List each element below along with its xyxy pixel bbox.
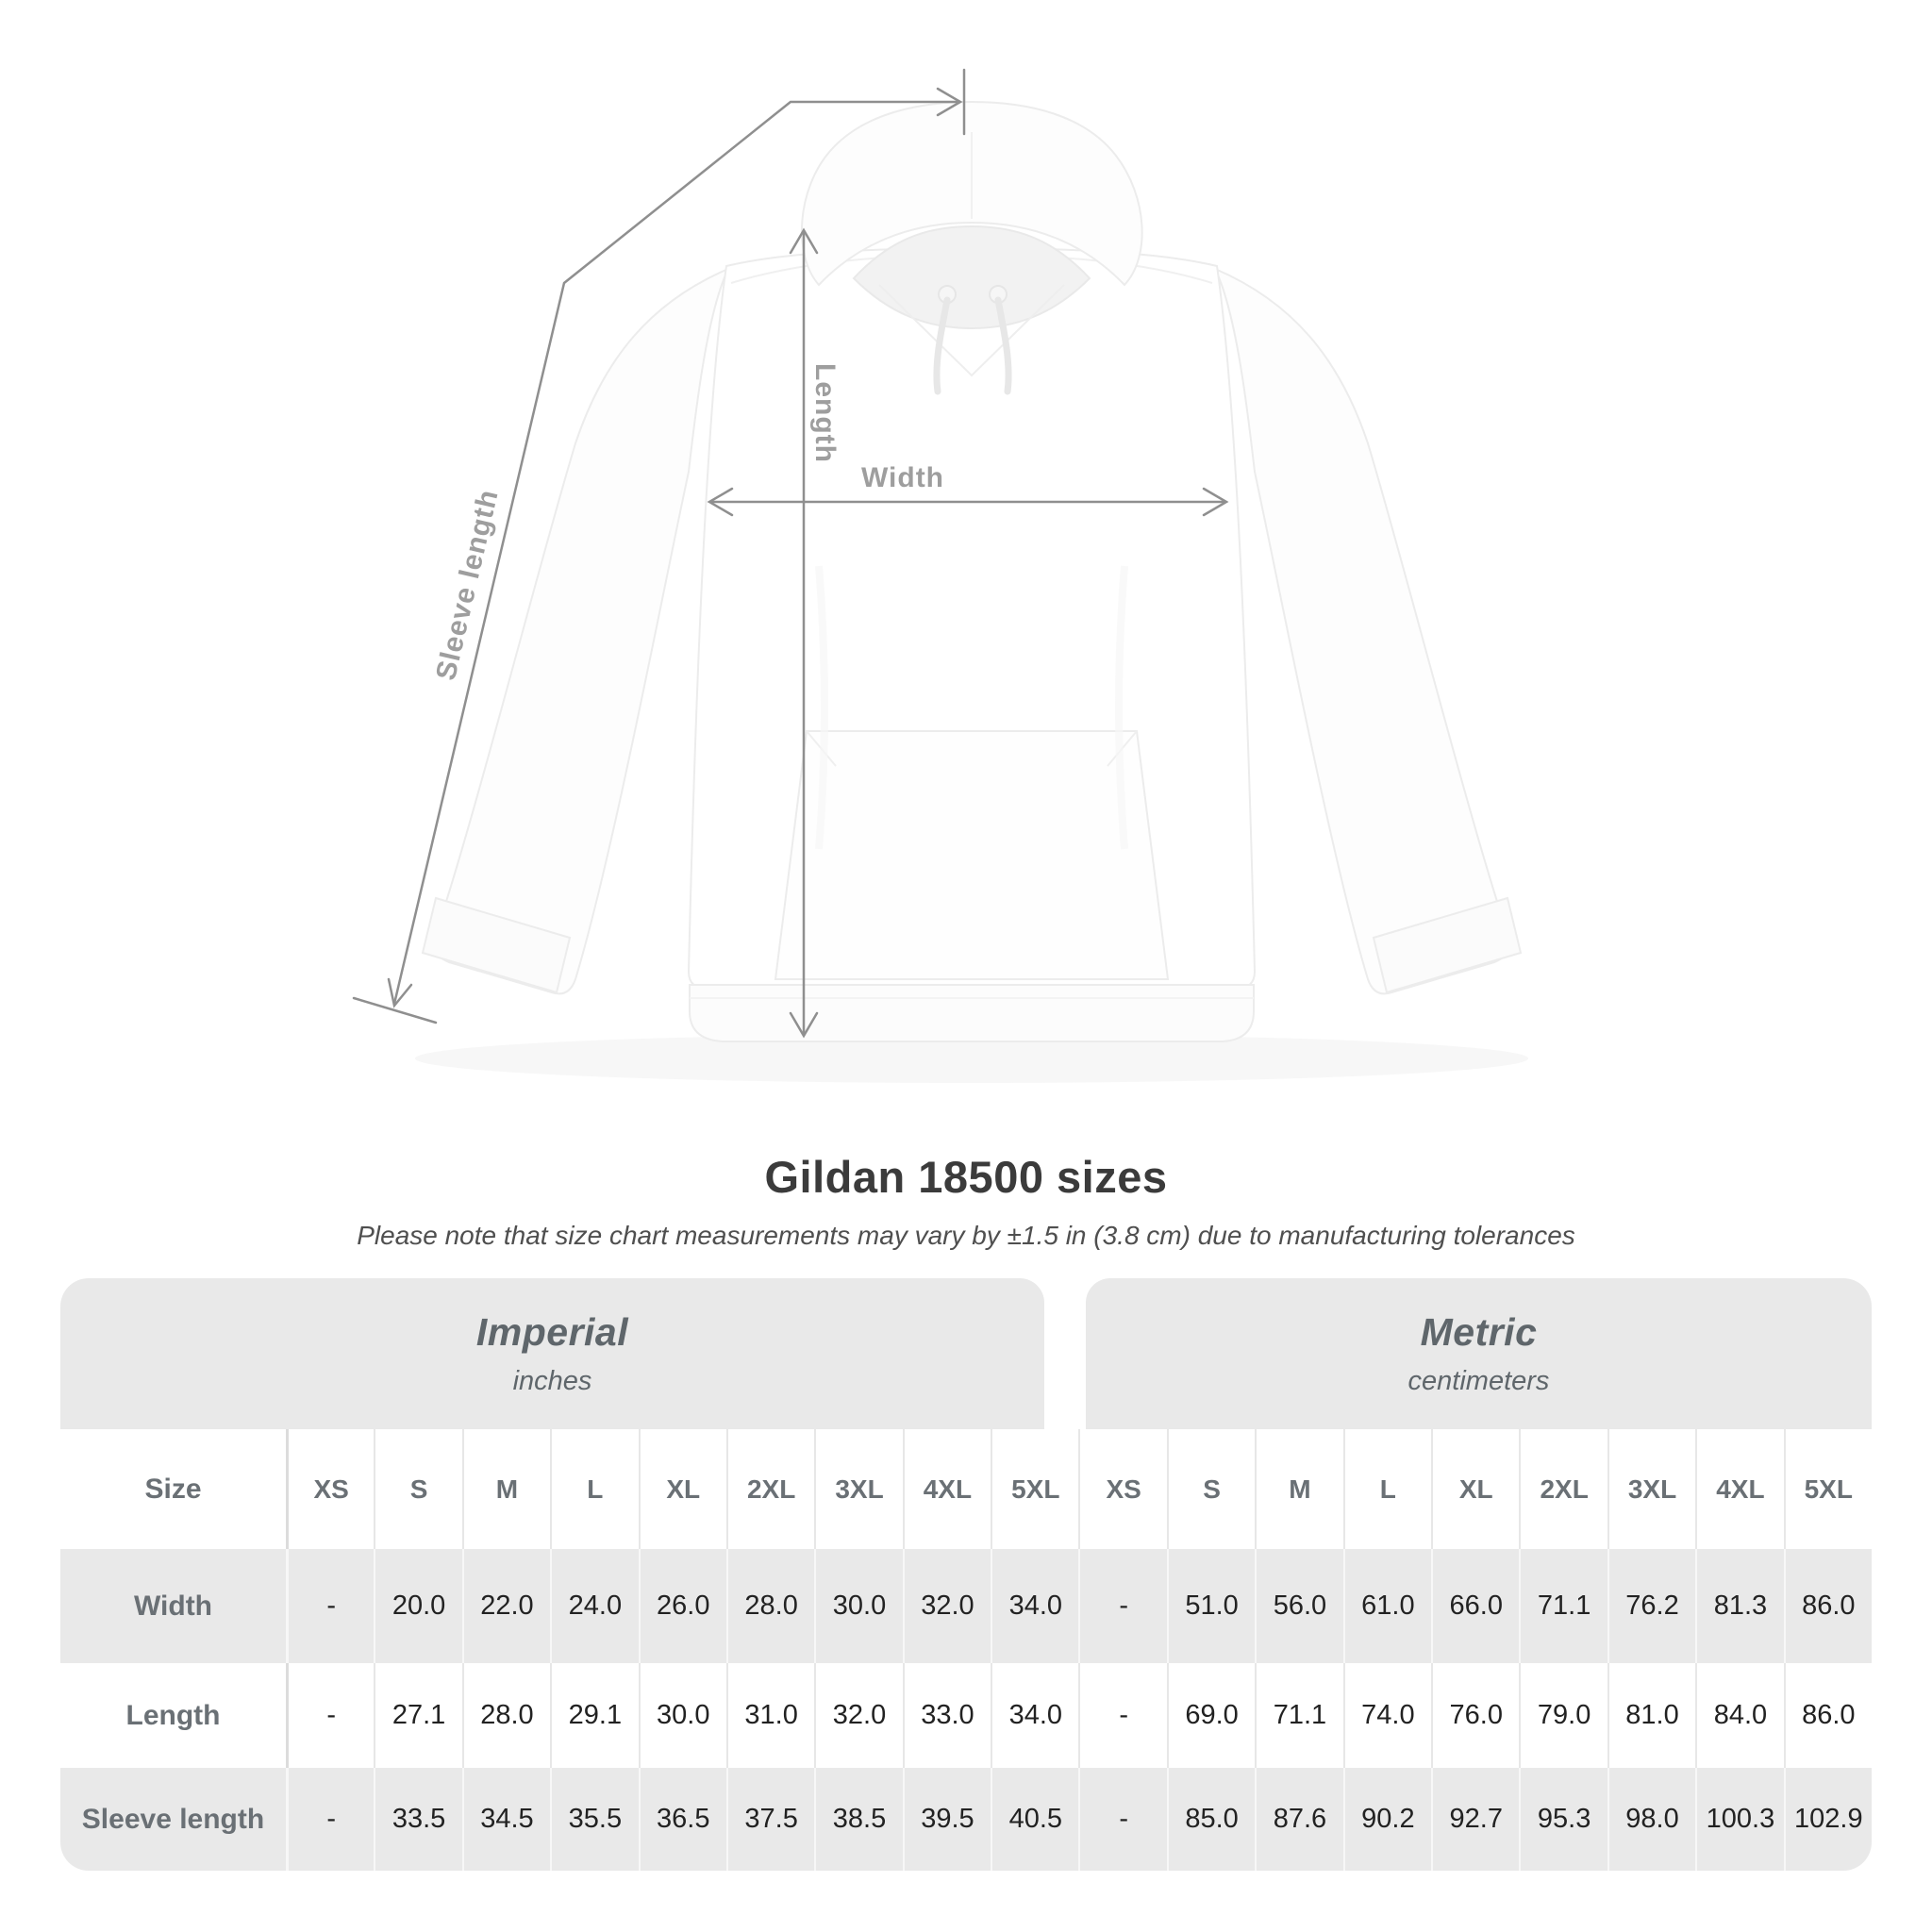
imperial-value: 33.5 [374, 1768, 461, 1871]
imperial-value: 27.1 [374, 1663, 461, 1768]
imperial-value: 32.0 [814, 1663, 902, 1768]
row-label: Sleeve length [81, 1803, 265, 1835]
size-header-metric-m: M [1255, 1429, 1342, 1549]
metric-title: Metric [1420, 1310, 1538, 1354]
size-header-imperial-2xl: 2XL [726, 1429, 814, 1549]
size-header-metric-xl: XL [1431, 1429, 1519, 1549]
metric-value: 90.2 [1343, 1768, 1431, 1871]
metric-value: 69.0 [1167, 1663, 1255, 1768]
imperial-value: 33.0 [903, 1663, 991, 1768]
size-column-label: Size [144, 1473, 202, 1505]
metric-value: 81.3 [1695, 1549, 1783, 1663]
imperial-value: 35.5 [550, 1768, 638, 1871]
metric-header [1086, 1278, 1872, 1429]
metric-value: 85.0 [1167, 1768, 1255, 1871]
width-measure-label: Width [860, 462, 945, 493]
metric-value: 79.0 [1519, 1663, 1607, 1768]
size-header-metric-3xl: 3XL [1607, 1429, 1695, 1549]
metric-value: 86.0 [1784, 1549, 1872, 1663]
size-header-imperial-5xl: 5XL [991, 1429, 1078, 1549]
metric-value: - [1078, 1768, 1166, 1871]
metric-value: 100.3 [1695, 1768, 1783, 1871]
row-label: Width [133, 1590, 213, 1622]
metric-value: 51.0 [1167, 1549, 1255, 1663]
imperial-value: 20.0 [374, 1549, 461, 1663]
metric-value: 98.0 [1607, 1768, 1695, 1871]
imperial-value: 31.0 [726, 1663, 814, 1768]
imperial-value: 26.0 [639, 1549, 726, 1663]
imperial-value: 34.5 [462, 1768, 550, 1871]
metric-value: 92.7 [1431, 1768, 1519, 1871]
size-header-metric-2xl: 2XL [1519, 1429, 1607, 1549]
metric-value: - [1078, 1549, 1166, 1663]
metric-value: 74.0 [1343, 1663, 1431, 1768]
imperial-value: - [286, 1768, 374, 1871]
size-header-metric-l: L [1343, 1429, 1431, 1549]
row-label: Length [125, 1699, 221, 1731]
metric-unit: centimeters [1407, 1366, 1550, 1396]
metric-value: 76.2 [1607, 1549, 1695, 1663]
size-table [60, 1278, 1872, 1871]
size-header-metric-4xl: 4XL [1695, 1429, 1783, 1549]
metric-value: 76.0 [1431, 1663, 1519, 1768]
imperial-value: 30.0 [814, 1549, 902, 1663]
length-measure-label: Length [809, 363, 841, 463]
metric-value: 87.6 [1255, 1768, 1342, 1871]
kangaroo-pocket [775, 731, 1168, 979]
imperial-value: 28.0 [726, 1549, 814, 1663]
hem-band [690, 985, 1254, 1041]
imperial-value: 22.0 [462, 1549, 550, 1663]
size-header-imperial-l: L [550, 1429, 638, 1549]
metric-value: 66.0 [1431, 1549, 1519, 1663]
metric-value: 56.0 [1255, 1549, 1342, 1663]
page-title: Gildan 18500 sizes [764, 1152, 1168, 1202]
sleeve-length-measure-label: Sleeve length [430, 486, 505, 684]
metric-value: 71.1 [1519, 1549, 1607, 1663]
size-header-metric-xs: XS [1078, 1429, 1166, 1549]
metric-value: - [1078, 1663, 1166, 1768]
unit-header-band [60, 1278, 1872, 1429]
size-header-imperial-xl: XL [639, 1429, 726, 1549]
imperial-value: 24.0 [550, 1549, 638, 1663]
imperial-value: - [286, 1663, 374, 1768]
metric-value: 84.0 [1695, 1663, 1783, 1768]
size-header-metric-s: S [1167, 1429, 1255, 1549]
metric-value: 86.0 [1784, 1663, 1872, 1768]
measurement-grid [60, 1429, 1872, 1871]
imperial-value: 34.0 [991, 1549, 1078, 1663]
imperial-value: 38.5 [814, 1768, 902, 1871]
metric-value: 102.9 [1784, 1768, 1872, 1871]
imperial-value: 40.5 [991, 1768, 1078, 1871]
imperial-title: Imperial [475, 1310, 629, 1354]
size-header-imperial-xs: XS [286, 1429, 374, 1549]
unit-header-divider [1044, 1278, 1086, 1429]
imperial-unit: inches [512, 1366, 592, 1396]
imperial-value: 34.0 [991, 1663, 1078, 1768]
imperial-value: - [286, 1549, 374, 1663]
measurement-row-length [60, 1663, 1872, 1768]
metric-value: 95.3 [1519, 1768, 1607, 1871]
metric-value: 81.0 [1607, 1663, 1695, 1768]
size-header-imperial-3xl: 3XL [814, 1429, 902, 1549]
measurement-row-width [60, 1549, 1872, 1663]
tolerance-note: Please note that size chart measurements may vary by ±1.5 in (3.8 cm) due to manufacturing tolerances [357, 1221, 1575, 1250]
imperial-value: 29.1 [550, 1663, 638, 1768]
imperial-value: 28.0 [462, 1663, 550, 1768]
size-header-imperial-s: S [374, 1429, 461, 1549]
imperial-header [60, 1278, 1044, 1429]
imperial-value: 39.5 [903, 1768, 991, 1871]
metric-value: 61.0 [1343, 1549, 1431, 1663]
imperial-value: 37.5 [726, 1768, 814, 1871]
hoodie-image [423, 102, 1521, 1041]
size-header-row [60, 1429, 1872, 1549]
size-header-metric-5xl: 5XL [1784, 1429, 1872, 1549]
size-header-imperial-4xl: 4XL [903, 1429, 991, 1549]
imperial-value: 32.0 [903, 1549, 991, 1663]
imperial-value: 30.0 [639, 1663, 726, 1768]
imperial-value: 36.5 [639, 1768, 726, 1871]
size-header-imperial-m: M [462, 1429, 550, 1549]
measurement-row-sleeve-length [60, 1768, 1872, 1871]
metric-value: 71.1 [1255, 1663, 1342, 1768]
